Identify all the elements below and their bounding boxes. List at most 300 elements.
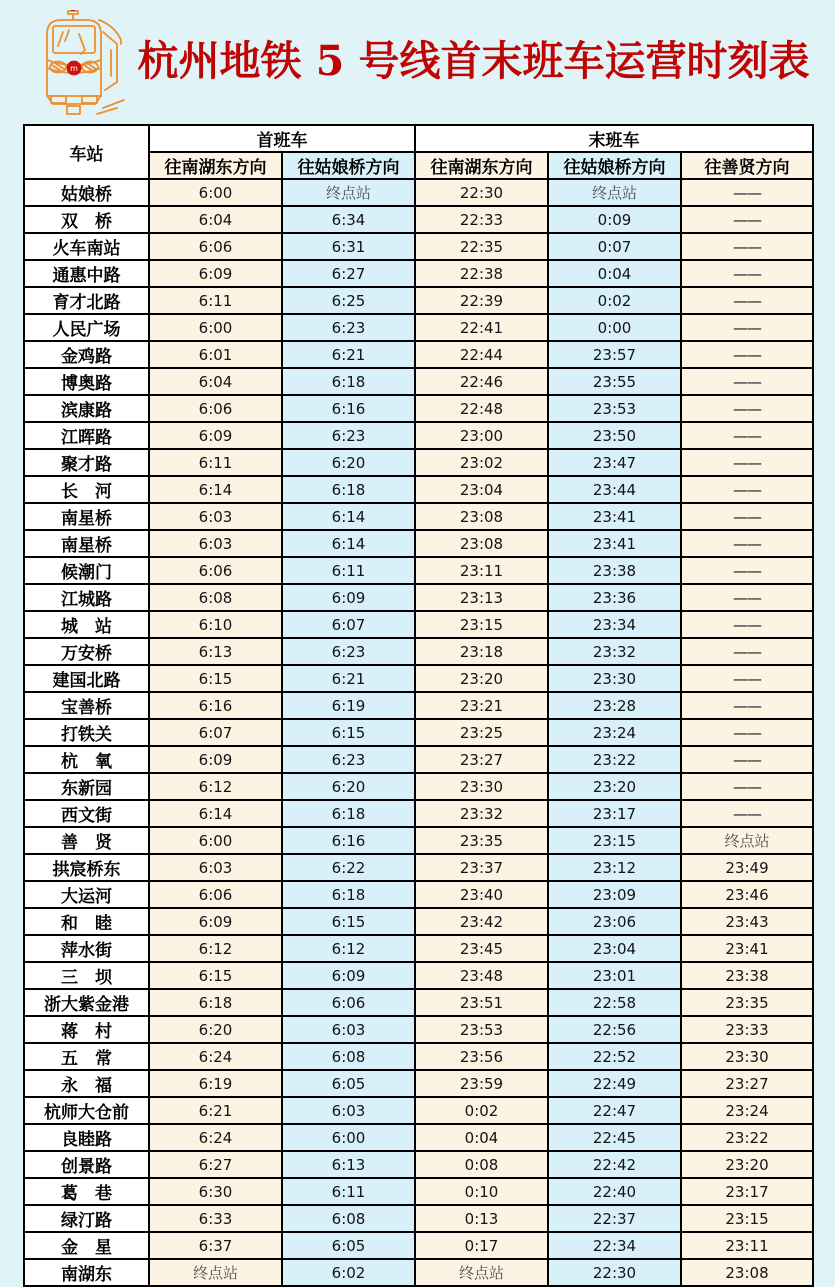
time-cell: 6:15 <box>282 719 415 746</box>
time-cell: 6:19 <box>149 1070 282 1097</box>
time-cell: 22:37 <box>548 1205 681 1232</box>
time-cell: 23:22 <box>681 1124 813 1151</box>
time-cell: 6:09 <box>149 908 282 935</box>
time-cell: 6:09 <box>282 962 415 989</box>
time-cell: 6:16 <box>149 692 282 719</box>
table-row <box>24 314 813 341</box>
time-cell: 6:24 <box>149 1124 282 1151</box>
time-cell: 23:27 <box>415 746 548 773</box>
no-service-cell: —— <box>681 368 813 395</box>
table-row <box>24 827 813 854</box>
table-row <box>24 665 813 692</box>
time-cell: 6:18 <box>282 476 415 503</box>
table-row <box>24 1016 813 1043</box>
header-direction-guniangqiao-first: 往姑娘桥方向 <box>282 152 415 179</box>
time-cell: 6:02 <box>282 1259 415 1286</box>
no-service-cell: —— <box>681 557 813 584</box>
time-cell: 23:00 <box>415 422 548 449</box>
time-cell: 23:45 <box>415 935 548 962</box>
time-cell: 6:21 <box>282 665 415 692</box>
time-cell: 22:49 <box>548 1070 681 1097</box>
time-cell: 0:02 <box>548 287 681 314</box>
table-row <box>24 719 813 746</box>
table-row <box>24 854 813 881</box>
station-name: 育才北路 <box>24 287 149 314</box>
station-name: 人民广场 <box>24 314 149 341</box>
time-cell: 6:18 <box>282 800 415 827</box>
time-cell: 0:13 <box>415 1205 548 1232</box>
time-cell: 6:14 <box>282 530 415 557</box>
station-name: 蒋 村 <box>24 1016 149 1043</box>
table-row <box>24 1178 813 1205</box>
time-cell: 22:42 <box>548 1151 681 1178</box>
page-header <box>0 0 835 124</box>
time-cell: 6:16 <box>282 395 415 422</box>
time-cell: 23:49 <box>681 854 813 881</box>
metro-train-logo-icon <box>26 10 128 118</box>
time-cell: 6:10 <box>149 611 282 638</box>
time-cell: 23:08 <box>681 1259 813 1286</box>
time-cell: 6:34 <box>282 206 415 233</box>
time-cell: 6:15 <box>149 665 282 692</box>
time-cell: 6:04 <box>149 206 282 233</box>
station-name: 杭 氧 <box>24 746 149 773</box>
time-cell: 23:53 <box>415 1016 548 1043</box>
station-name: 善 贤 <box>24 827 149 854</box>
table-row <box>24 233 813 260</box>
table-row <box>24 989 813 1016</box>
time-cell: 23:34 <box>548 611 681 638</box>
table-row <box>24 179 813 206</box>
time-cell: 23:36 <box>548 584 681 611</box>
station-name: 长 河 <box>24 476 149 503</box>
time-cell: 6:11 <box>149 449 282 476</box>
time-cell: 6:04 <box>149 368 282 395</box>
time-cell: 6:06 <box>149 395 282 422</box>
header-direction-shanxian-last: 往善贤方向 <box>681 152 813 179</box>
time-cell: 0:08 <box>415 1151 548 1178</box>
time-cell: 6:03 <box>149 854 282 881</box>
time-cell: 23:20 <box>548 773 681 800</box>
table-row <box>24 1124 813 1151</box>
time-cell: 23:53 <box>548 395 681 422</box>
station-name: 东新园 <box>24 773 149 800</box>
time-cell: 6:15 <box>282 908 415 935</box>
timetable <box>23 124 814 1287</box>
table-row <box>24 449 813 476</box>
time-cell: 22:44 <box>415 341 548 368</box>
time-cell: 6:22 <box>282 854 415 881</box>
table-row <box>24 962 813 989</box>
station-name: 万安桥 <box>24 638 149 665</box>
station-name: 金鸡路 <box>24 341 149 368</box>
time-cell: 6:03 <box>282 1016 415 1043</box>
time-cell: 23:30 <box>415 773 548 800</box>
time-cell: 23:38 <box>681 962 813 989</box>
header-direction-nanhudong-last: 往南湖东方向 <box>415 152 548 179</box>
no-service-cell: —— <box>681 638 813 665</box>
station-name: 打铁关 <box>24 719 149 746</box>
time-cell: 22:58 <box>548 989 681 1016</box>
time-cell: 22:39 <box>415 287 548 314</box>
station-name: 聚才路 <box>24 449 149 476</box>
time-cell: 23:11 <box>415 557 548 584</box>
station-name: 永 福 <box>24 1070 149 1097</box>
time-cell: 23:13 <box>415 584 548 611</box>
time-cell: 23:24 <box>681 1097 813 1124</box>
time-cell: 6:09 <box>149 746 282 773</box>
no-service-cell: —— <box>681 206 813 233</box>
time-cell: 23:28 <box>548 692 681 719</box>
time-cell: 23:25 <box>415 719 548 746</box>
time-cell: 23:42 <box>415 908 548 935</box>
table-row <box>24 1151 813 1178</box>
station-name: 良睦路 <box>24 1124 149 1151</box>
table-row <box>24 287 813 314</box>
station-name: 江城路 <box>24 584 149 611</box>
table-row <box>24 530 813 557</box>
time-cell: 23:30 <box>548 665 681 692</box>
time-cell: 0:10 <box>415 1178 548 1205</box>
time-cell: 6:33 <box>149 1205 282 1232</box>
time-cell: 23:35 <box>415 827 548 854</box>
table-row <box>24 476 813 503</box>
time-cell: 23:20 <box>681 1151 813 1178</box>
time-cell: 6:09 <box>149 422 282 449</box>
time-cell: 23:59 <box>415 1070 548 1097</box>
station-name: 滨康路 <box>24 395 149 422</box>
no-service-cell: —— <box>681 179 813 206</box>
terminal-station-cell: 终点站 <box>681 827 813 854</box>
time-cell: 6:18 <box>282 368 415 395</box>
time-cell: 23:01 <box>548 962 681 989</box>
time-cell: 22:35 <box>415 233 548 260</box>
table-row <box>24 1205 813 1232</box>
time-cell: 23:47 <box>548 449 681 476</box>
no-service-cell: —— <box>681 341 813 368</box>
table-row <box>24 503 813 530</box>
table-row <box>24 341 813 368</box>
time-cell: 6:23 <box>282 638 415 665</box>
time-cell: 6:11 <box>282 557 415 584</box>
time-cell: 6:21 <box>282 341 415 368</box>
time-cell: 6:27 <box>282 260 415 287</box>
station-name: 三 坝 <box>24 962 149 989</box>
time-cell: 23:22 <box>548 746 681 773</box>
time-cell: 23:06 <box>548 908 681 935</box>
table-row <box>24 1070 813 1097</box>
time-cell: 6:12 <box>149 773 282 800</box>
no-service-cell: —— <box>681 665 813 692</box>
time-cell: 23:08 <box>415 530 548 557</box>
table-row <box>24 1259 813 1286</box>
table-row <box>24 1043 813 1070</box>
time-cell: 23:04 <box>415 476 548 503</box>
table-row <box>24 746 813 773</box>
time-cell: 6:07 <box>282 611 415 638</box>
station-name: 姑娘桥 <box>24 179 149 206</box>
time-cell: 6:11 <box>149 287 282 314</box>
time-cell: 23:17 <box>548 800 681 827</box>
station-name: 杭师大仓前 <box>24 1097 149 1124</box>
time-cell: 22:48 <box>415 395 548 422</box>
table-row <box>24 935 813 962</box>
time-cell: 23:27 <box>681 1070 813 1097</box>
table-row <box>24 908 813 935</box>
table-row <box>24 584 813 611</box>
table-row <box>24 611 813 638</box>
time-cell: 6:25 <box>282 287 415 314</box>
time-cell: 23:57 <box>548 341 681 368</box>
station-name: 城 站 <box>24 611 149 638</box>
station-name: 浙大紫金港 <box>24 989 149 1016</box>
time-cell: 22:47 <box>548 1097 681 1124</box>
time-cell: 23:41 <box>681 935 813 962</box>
time-cell: 6:06 <box>149 557 282 584</box>
time-cell: 23:46 <box>681 881 813 908</box>
time-cell: 6:24 <box>149 1043 282 1070</box>
time-cell: 23:35 <box>681 989 813 1016</box>
time-cell: 23:32 <box>548 638 681 665</box>
no-service-cell: —— <box>681 422 813 449</box>
timetable-header <box>24 125 813 179</box>
no-service-cell: —— <box>681 314 813 341</box>
time-cell: 22:41 <box>415 314 548 341</box>
no-service-cell: —— <box>681 233 813 260</box>
station-name: 创景路 <box>24 1151 149 1178</box>
time-cell: 6:16 <box>282 827 415 854</box>
station-name: 萍水街 <box>24 935 149 962</box>
time-cell: 23:50 <box>548 422 681 449</box>
time-cell: 22:30 <box>415 179 548 206</box>
header-direction-nanhudong-first: 往南湖东方向 <box>149 152 282 179</box>
time-cell: 23:08 <box>415 503 548 530</box>
time-cell: 22:33 <box>415 206 548 233</box>
time-cell: 6:14 <box>149 800 282 827</box>
no-service-cell: —— <box>681 503 813 530</box>
time-cell: 22:38 <box>415 260 548 287</box>
time-cell: 6:00 <box>282 1124 415 1151</box>
table-row <box>24 395 813 422</box>
time-cell: 6:23 <box>282 746 415 773</box>
time-cell: 6:08 <box>282 1043 415 1070</box>
table-row <box>24 773 813 800</box>
header-last-train: 末班车 <box>415 125 813 152</box>
time-cell: 6:20 <box>282 773 415 800</box>
station-name: 金 星 <box>24 1232 149 1259</box>
time-cell: 6:19 <box>282 692 415 719</box>
page-title: 杭州地铁 5 号线首末班车运营时刻表 <box>137 36 810 85</box>
no-service-cell: —— <box>681 287 813 314</box>
no-service-cell: —— <box>681 260 813 287</box>
station-name: 和 睦 <box>24 908 149 935</box>
time-cell: 6:00 <box>149 827 282 854</box>
table-row <box>24 638 813 665</box>
time-cell: 6:12 <box>149 935 282 962</box>
time-cell: 23:48 <box>415 962 548 989</box>
no-service-cell: —— <box>681 584 813 611</box>
svg-text:m: m <box>70 64 78 73</box>
time-cell: 23:12 <box>548 854 681 881</box>
time-cell: 6:09 <box>149 260 282 287</box>
time-cell: 6:20 <box>149 1016 282 1043</box>
time-cell: 22:40 <box>548 1178 681 1205</box>
time-cell: 6:03 <box>149 503 282 530</box>
time-cell: 6:08 <box>149 584 282 611</box>
time-cell: 23:11 <box>681 1232 813 1259</box>
no-service-cell: —— <box>681 719 813 746</box>
time-cell: 6:05 <box>282 1232 415 1259</box>
no-service-cell: —— <box>681 746 813 773</box>
time-cell: 0:07 <box>548 233 681 260</box>
station-name: 大运河 <box>24 881 149 908</box>
no-service-cell: —— <box>681 530 813 557</box>
time-cell: 23:24 <box>548 719 681 746</box>
time-cell: 6:00 <box>149 179 282 206</box>
time-cell: 23:41 <box>548 530 681 557</box>
time-cell: 6:27 <box>149 1151 282 1178</box>
time-cell: 22:34 <box>548 1232 681 1259</box>
time-cell: 6:12 <box>282 935 415 962</box>
no-service-cell: —— <box>681 395 813 422</box>
no-service-cell: —— <box>681 773 813 800</box>
time-cell: 23:55 <box>548 368 681 395</box>
header-first-train: 首班车 <box>149 125 415 152</box>
time-cell: 23:20 <box>415 665 548 692</box>
no-service-cell: —— <box>681 611 813 638</box>
time-cell: 0:17 <box>415 1232 548 1259</box>
time-cell: 23:44 <box>548 476 681 503</box>
time-cell: 0:00 <box>548 314 681 341</box>
time-cell: 23:33 <box>681 1016 813 1043</box>
time-cell: 6:30 <box>149 1178 282 1205</box>
no-service-cell: —— <box>681 449 813 476</box>
time-cell: 23:15 <box>548 827 681 854</box>
time-cell: 6:14 <box>149 476 282 503</box>
time-cell: 0:02 <box>415 1097 548 1124</box>
time-cell: 6:37 <box>149 1232 282 1259</box>
time-cell: 6:00 <box>149 314 282 341</box>
table-row <box>24 260 813 287</box>
time-cell: 23:43 <box>681 908 813 935</box>
station-name: 南星桥 <box>24 530 149 557</box>
time-cell: 22:52 <box>548 1043 681 1070</box>
table-row <box>24 1097 813 1124</box>
time-cell: 6:13 <box>282 1151 415 1178</box>
time-cell: 22:56 <box>548 1016 681 1043</box>
time-cell: 0:09 <box>548 206 681 233</box>
station-name: 火车南站 <box>24 233 149 260</box>
time-cell: 6:06 <box>149 233 282 260</box>
time-cell: 6:13 <box>149 638 282 665</box>
table-row <box>24 692 813 719</box>
time-cell: 6:14 <box>282 503 415 530</box>
time-cell: 6:09 <box>282 584 415 611</box>
station-name: 葛 巷 <box>24 1178 149 1205</box>
station-name: 绿汀路 <box>24 1205 149 1232</box>
time-cell: 23:15 <box>681 1205 813 1232</box>
time-cell: 23:40 <box>415 881 548 908</box>
station-name: 建国北路 <box>24 665 149 692</box>
time-cell: 23:17 <box>681 1178 813 1205</box>
table-row <box>24 800 813 827</box>
time-cell: 23:30 <box>681 1043 813 1070</box>
time-cell: 23:09 <box>548 881 681 908</box>
time-cell: 23:32 <box>415 800 548 827</box>
time-cell: 6:18 <box>282 881 415 908</box>
table-row <box>24 206 813 233</box>
no-service-cell: —— <box>681 692 813 719</box>
time-cell: 6:23 <box>282 314 415 341</box>
station-name: 双 桥 <box>24 206 149 233</box>
station-name: 通惠中路 <box>24 260 149 287</box>
station-name: 西文街 <box>24 800 149 827</box>
time-cell: 22:46 <box>415 368 548 395</box>
time-cell: 23:38 <box>548 557 681 584</box>
time-cell: 23:15 <box>415 611 548 638</box>
time-cell: 23:21 <box>415 692 548 719</box>
table-row <box>24 1232 813 1259</box>
time-cell: 6:15 <box>149 962 282 989</box>
time-cell: 23:02 <box>415 449 548 476</box>
time-cell: 0:04 <box>548 260 681 287</box>
terminal-station-cell: 终点站 <box>149 1259 282 1286</box>
terminal-station-cell: 终点站 <box>415 1259 548 1286</box>
station-name: 南星桥 <box>24 503 149 530</box>
time-cell: 23:18 <box>415 638 548 665</box>
station-name: 江晖路 <box>24 422 149 449</box>
time-cell: 23:56 <box>415 1043 548 1070</box>
time-cell: 6:03 <box>149 530 282 557</box>
time-cell: 6:06 <box>149 881 282 908</box>
no-service-cell: —— <box>681 476 813 503</box>
time-cell: 0:04 <box>415 1124 548 1151</box>
table-row <box>24 881 813 908</box>
station-name: 宝善桥 <box>24 692 149 719</box>
station-name: 候潮门 <box>24 557 149 584</box>
table-row <box>24 557 813 584</box>
header-direction-guniangqiao-last: 往姑娘桥方向 <box>548 152 681 179</box>
time-cell: 6:20 <box>282 449 415 476</box>
time-cell: 23:41 <box>548 503 681 530</box>
time-cell: 6:11 <box>282 1178 415 1205</box>
time-cell: 23:51 <box>415 989 548 1016</box>
time-cell: 22:45 <box>548 1124 681 1151</box>
no-service-cell: —— <box>681 800 813 827</box>
time-cell: 6:18 <box>149 989 282 1016</box>
time-cell: 6:03 <box>282 1097 415 1124</box>
time-cell: 6:31 <box>282 233 415 260</box>
time-cell: 23:04 <box>548 935 681 962</box>
station-name: 南湖东 <box>24 1259 149 1286</box>
time-cell: 6:08 <box>282 1205 415 1232</box>
time-cell: 6:05 <box>282 1070 415 1097</box>
terminal-station-cell: 终点站 <box>548 179 681 206</box>
time-cell: 23:37 <box>415 854 548 881</box>
table-row <box>24 368 813 395</box>
time-cell: 6:01 <box>149 341 282 368</box>
header-station: 车站 <box>24 125 149 179</box>
time-cell: 6:07 <box>149 719 282 746</box>
station-name: 拱宸桥东 <box>24 854 149 881</box>
table-row <box>24 422 813 449</box>
time-cell: 6:21 <box>149 1097 282 1124</box>
time-cell: 6:23 <box>282 422 415 449</box>
station-name: 五 常 <box>24 1043 149 1070</box>
time-cell: 22:30 <box>548 1259 681 1286</box>
station-name: 博奥路 <box>24 368 149 395</box>
timetable-body <box>24 179 813 1286</box>
